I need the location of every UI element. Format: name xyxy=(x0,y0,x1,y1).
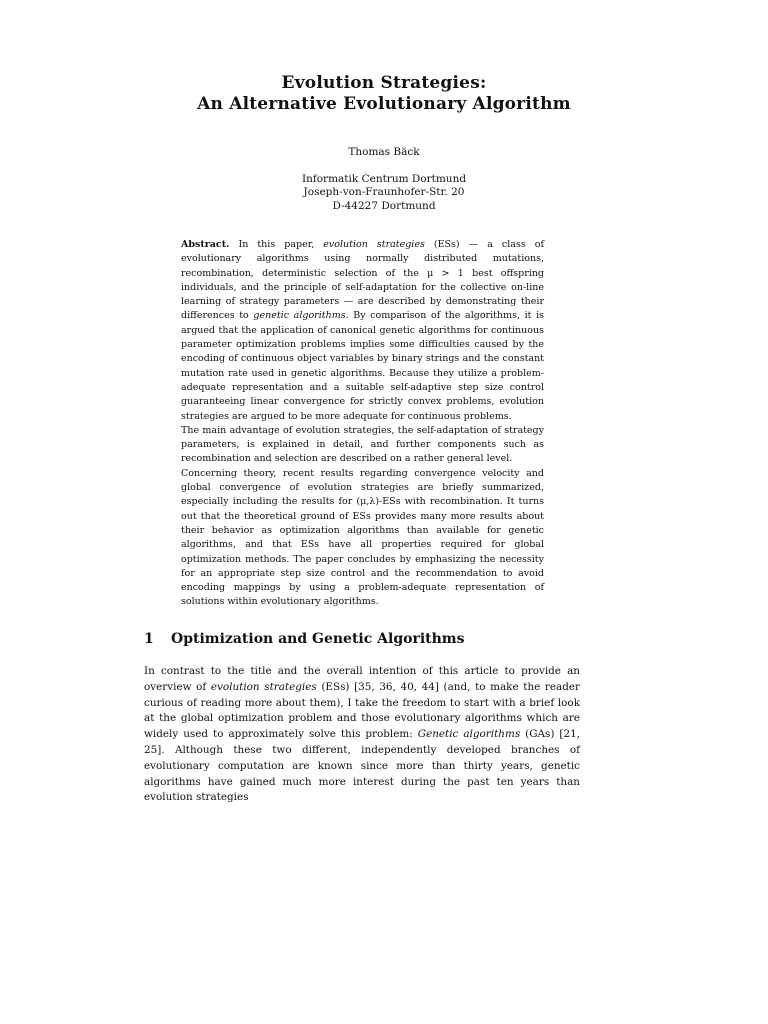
affiliation-line-2: Joseph-von-Fraunhofer-Str. 20 xyxy=(303,186,465,198)
affiliation-line-1: Informatik Centrum Dortmund xyxy=(301,173,467,185)
body-text: In contrast to the title and the overall intention of this article to provide an overview of xyxy=(144,665,580,693)
abstract xyxy=(181,238,544,610)
section-heading xyxy=(144,631,465,647)
body-text: (GAs) [21, 25]. Although these two different, independently developed branches of evolutionary computation are known since more than thirty years, genetic algorithms have gained much more interest during the past ten years than evolution strategies xyxy=(144,728,580,804)
abstract-paragraph-1 xyxy=(181,238,544,424)
section-title: Optimization and Genetic Algorithms xyxy=(171,631,465,647)
author-name: Thomas Bäck xyxy=(348,146,420,158)
paper-title-line1: Evolution Strategies: xyxy=(281,73,487,93)
body-emphasis: Genetic algorithms xyxy=(417,728,521,741)
abstract-emphasis: evolution strategies xyxy=(323,239,425,250)
abstract-paragraph-3: Concerning theory, recent results regarding convergence velocity and global convergence of evolution strategies are briefly summarized, especially including the results for (μ,λ)-ESs with recombination. It turns out that the theoretical ground of ESs provides many more results about their behavior as optimization algorithms than available for genetic algorithms, and that ESs have all properties required for global optimization methods. The paper concludes by emphasizing the necessity for an appropriate step size control and the recommendation to avoid encoding mappings by using a problem-adequate representation of solutions within evolutionary algorithms. xyxy=(181,467,544,608)
abstract-text: In this paper, xyxy=(229,239,324,250)
abstract-text: (ESs) — a class of evolutionary algorithms using normally distributed mutations, recombination, deterministic selection of the μ > 1 best offspring individuals, and the principle of self-adaptation for the collective on-line learning of strategy parameters — are described by demonstrating their differences to xyxy=(181,239,544,322)
affiliation-line-3: D-44227 Dortmund xyxy=(332,200,436,212)
section-number: 1 xyxy=(144,631,154,647)
paper-title-line2: An Alternative Evolutionary Algorithm xyxy=(197,94,571,114)
abstract-emphasis: genetic algorithms xyxy=(253,310,346,322)
abstract-label: Abstract. xyxy=(181,239,230,250)
body-emphasis: evolution strategies xyxy=(210,680,317,693)
body-text: (ESs) [35, 36, 40, 44] (and, to make the reader curious of reading more about them), I take the freedom to start with a brief look at the global optimization problem and those evolutionary algorithms which are widely used to approximately solve this problem: xyxy=(144,680,580,741)
abstract-text: . By comparison of the algorithms, it is argued that the application of canonical genetic algorithms for continuous parameter optimization problems implies some difficulties caused by the encoding of continuous object variables by binary strings and the constant mutation rate used in genetic algorithms. Because they utilize a problem-adequate representation and a suitable self-adaptive step size control guaranteeing linear convergence for strictly convex problems, evolution strategies are argued to be more adequate for continuous problems. xyxy=(181,310,545,422)
body-paragraph xyxy=(144,664,580,806)
section-body xyxy=(144,664,580,806)
abstract-paragraph-2: The main advantage of evolution strategies, the self-adaptation of strategy parameters, is explained in detail, and further components such as recombination and selection are described on a rather general level. xyxy=(181,424,544,465)
